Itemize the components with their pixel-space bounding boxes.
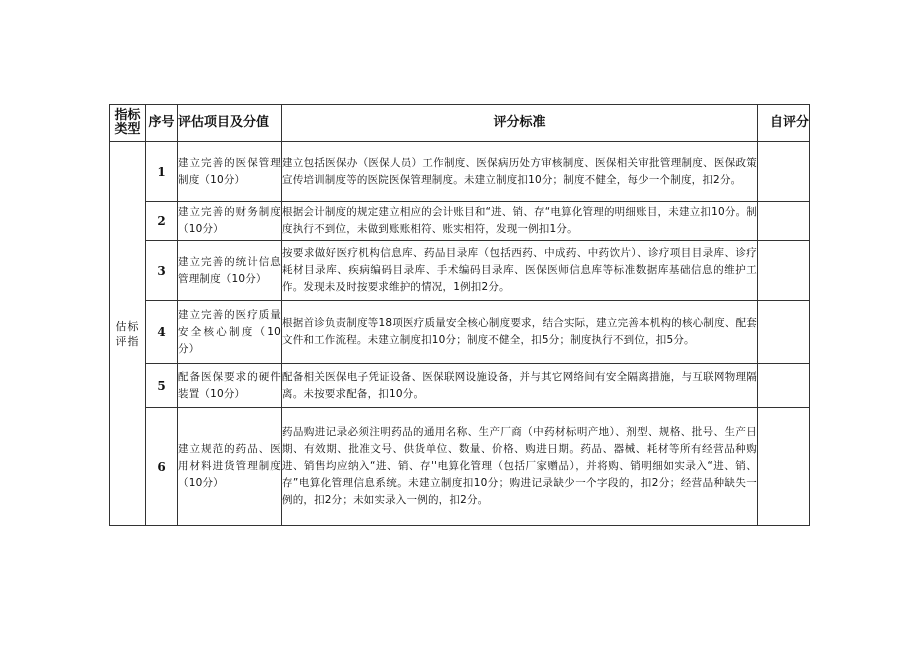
header-criteria: 评分标准	[282, 105, 758, 142]
row-item: 配备医保要求的硬件装置（10分）	[178, 364, 282, 408]
row-seq: 2	[146, 202, 178, 241]
category-cell: 估标评指	[110, 142, 146, 526]
row-criteria: 按要求做好医疗机构信息库、药品目录库（包括西药、中成药、中药饮片）、诊疗项目目录库、诊疗耗材目录库、疾病编码目录库、手术编码目录库、医保医师信息库等标准数据库基础信息的维护工作。发现未及时按要求维护的情况，1例扣2分。	[282, 241, 758, 301]
table-row	[110, 241, 810, 301]
row-seq: 4	[146, 301, 178, 364]
table-row	[110, 202, 810, 241]
row-self-score[interactable]	[758, 364, 810, 408]
row-seq: 6	[146, 408, 178, 526]
header-item: 评估项目及分值	[178, 105, 282, 142]
row-self-score[interactable]	[758, 301, 810, 364]
table-row	[110, 301, 810, 364]
row-criteria: 建立包括医保办（医保人员）工作制度、医保病历处方审核制度、医保相关审批管理制度、医保政策宣传培训制度等的医院医保管理制度。未建立制度扣10分；制度不健全，每少一个制度，扣2分。	[282, 142, 758, 202]
row-item: 建立规范的药品、医用材料进货管理制度（10分）	[178, 408, 282, 526]
row-seq: 5	[146, 364, 178, 408]
row-item: 建立完善的财务制度（10分）	[178, 202, 282, 241]
row-criteria: 根据会计制度的规定建立相应的会计账目和“进、销、存“电算化管理的明细账目，未建立扣10分。制度执行不到位，未做到账账相符、账实相符，发现一例扣1分。	[282, 202, 758, 241]
header-type: 指标类型	[110, 105, 146, 142]
row-self-score[interactable]	[758, 202, 810, 241]
header-self-score: 自评分	[758, 105, 810, 142]
row-criteria: 根据首诊负责制度等18项医疗质量安全核心制度要求，结合实际，建立完善本机构的核心制度、配套文件和工作流程。未建立制度扣10分；制度不健全，扣5分；制度执行不到位，扣5分。	[282, 301, 758, 364]
row-item: 建立完善的医疗质量安全核心制度（10分）	[178, 301, 282, 364]
header-row	[110, 105, 810, 142]
row-seq: 3	[146, 241, 178, 301]
row-self-score[interactable]	[758, 241, 810, 301]
row-item: 建立完善的统计信息管理制度（10分）	[178, 241, 282, 301]
row-seq: 1	[146, 142, 178, 202]
evaluation-table	[109, 104, 810, 526]
row-self-score[interactable]	[758, 142, 810, 202]
row-criteria: 药品购进记录必须注明药品的通用名称、生产厂商（中药材标明产地）、剂型、规格、批号、生产日期、有效期、批准文号、供货单位、数量、价格、购进日期。药品、器械、耗材等所有经营品种购进、销售均应纳入“进、销、存''电算化管理（包括厂家赠品），并将购、销明细如实录入“进、销、存”电算化管理信息系统。未建立制度扣10分；购进记录缺少一个字段的，扣2分；经营品种缺失一例的，扣2分；未如实录入一例的，扣2分。	[282, 408, 758, 526]
header-seq: 序号	[146, 105, 178, 142]
row-self-score[interactable]	[758, 408, 810, 526]
table-row	[110, 364, 810, 408]
table-row	[110, 142, 810, 202]
row-criteria: 配备相关医保电子凭证设备、医保联网设施设备，并与其它网络间有安全隔离措施，与互联网物理隔离。未按要求配备，扣10分。	[282, 364, 758, 408]
table-row	[110, 408, 810, 526]
row-item: 建立完善的医保管理制度（10分）	[178, 142, 282, 202]
